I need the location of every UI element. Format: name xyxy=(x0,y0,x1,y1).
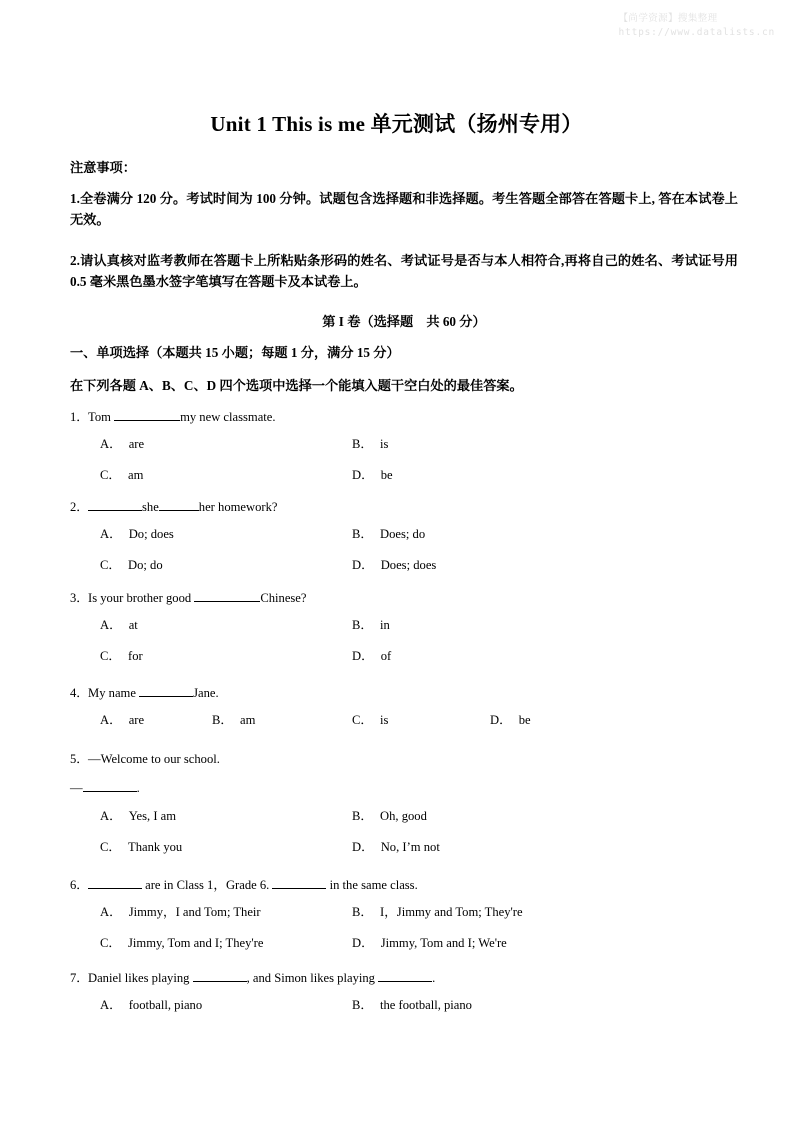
question-7-stem-after: . xyxy=(432,971,436,985)
section-instruction: 在下列各题 A、B、C、D 四个选项中选择一个能填入题干空白处的最佳答案。 xyxy=(70,378,523,393)
watermark-source-text: 【尚学资源】搜集整理 xyxy=(618,13,718,24)
question-5-stem-line2-suffix: . xyxy=(136,780,140,795)
question-6-stem xyxy=(70,876,770,895)
question-7-number: 7． xyxy=(70,971,89,985)
question-4-stem xyxy=(70,684,770,703)
question-5-number: 5． xyxy=(70,752,89,766)
question-3-stem-before: Is your brother good xyxy=(88,591,195,605)
question-6-option-c[interactable]: C． Jimmy, Tom and I; They're xyxy=(100,935,264,950)
question-1-option-d[interactable]: D． be xyxy=(352,467,393,482)
notice-item-2: 2.请认真核对监考教师在答题卡上所粘贴条形码的姓名、考试证号是否与本人相符合,再将自己的姓名、考试证号用 0.5 毫米黑色墨水签字笔填写在答题卡及本试卷上。 xyxy=(70,253,738,290)
question-7-blank-2 xyxy=(378,981,432,982)
question-5-option-a[interactable]: A． Yes, I am xyxy=(100,808,177,823)
question-2-blank-1 xyxy=(88,510,142,511)
question-3-blank xyxy=(194,601,260,602)
question-7-stem-before: Daniel likes playing xyxy=(88,971,193,985)
question-6-stem-after: in the same class. xyxy=(326,878,418,892)
question-1-number: 1． xyxy=(70,410,89,424)
question-3-number: 3． xyxy=(70,591,89,605)
question-7-stem xyxy=(70,969,770,988)
question-6-number: 6． xyxy=(70,878,89,892)
section-heading-part-1: 一、单项选择（本题共 15 小题；每题 1 分，满分 15 分） xyxy=(70,345,400,360)
question-7 xyxy=(70,969,770,1027)
question-6-options-row-2 xyxy=(70,934,770,965)
question-7-options-row-1 xyxy=(70,996,770,1027)
question-2-option-d[interactable]: D． Does; does xyxy=(352,557,437,572)
question-6-option-b[interactable]: B． I，Jimmy and Tom; They're xyxy=(352,904,523,919)
question-4-stem-after: Jane. xyxy=(193,686,219,700)
question-2-options-row-1 xyxy=(70,525,770,556)
question-7-stem-mid: , and Simon likes playing xyxy=(246,971,379,985)
question-5-option-b[interactable]: B． Oh, good xyxy=(352,808,427,823)
question-3-option-b[interactable]: B． in xyxy=(352,617,390,632)
question-7-blank-1 xyxy=(193,981,247,982)
question-2-option-b[interactable]: B． Does; do xyxy=(352,526,426,541)
question-4-option-a[interactable]: A． are xyxy=(100,712,145,727)
question-5 xyxy=(70,750,770,869)
question-1-blank xyxy=(114,420,180,421)
notice-heading: 注意事项： xyxy=(70,160,136,175)
page-title: Unit 1 This is me 单元测试（扬州专用） xyxy=(210,112,583,136)
question-4-option-c[interactable]: C． is xyxy=(352,712,389,727)
question-7-option-b[interactable]: B． the football, piano xyxy=(352,997,472,1012)
question-5-options-row-2 xyxy=(70,838,770,869)
section-heading-paper-1: 第 I 卷（选择题 共 60 分） xyxy=(322,314,486,329)
watermark-url-text: https://www.datalists.cn xyxy=(618,26,775,38)
question-1-option-c[interactable]: C． am xyxy=(100,467,144,482)
question-3-stem-after: Chinese? xyxy=(260,591,307,605)
question-7-option-a[interactable]: A． football, piano xyxy=(100,997,203,1012)
question-3-option-a[interactable]: A． at xyxy=(100,617,138,632)
question-6-blank-1 xyxy=(88,888,142,889)
question-6-blank-2 xyxy=(272,888,326,889)
question-2-stem-after: her homework? xyxy=(198,500,278,514)
question-1-stem-before: Tom xyxy=(88,410,115,424)
question-1-stem xyxy=(70,408,770,427)
question-3-option-d[interactable]: D． of xyxy=(352,648,392,663)
question-2-options-row-2 xyxy=(70,556,770,587)
question-6-options-row-1 xyxy=(70,903,770,934)
question-4-options-row-1 xyxy=(70,711,770,742)
question-2 xyxy=(70,498,770,587)
question-4-blank xyxy=(139,696,193,697)
question-4-stem-before: My name xyxy=(88,686,140,700)
question-1-option-a[interactable]: A． are xyxy=(100,436,145,451)
question-3-options-row-2 xyxy=(70,647,770,678)
question-4-number: 4． xyxy=(70,686,89,700)
question-2-stem xyxy=(70,498,770,517)
question-2-option-c[interactable]: C． Do; do xyxy=(100,557,163,572)
question-5-option-c[interactable]: C． Thank you xyxy=(100,839,183,854)
question-3-option-c[interactable]: C． for xyxy=(100,648,143,663)
question-5-blank xyxy=(83,791,137,792)
question-4-option-d[interactable]: D． be xyxy=(490,712,531,727)
question-1 xyxy=(70,408,770,497)
question-5-stem-line-2 xyxy=(70,779,770,798)
question-1-options-row-1 xyxy=(70,435,770,466)
question-4 xyxy=(70,684,770,742)
question-2-number: 2． xyxy=(70,500,89,514)
question-5-stem-line1-text: —Welcome to our school. xyxy=(88,752,220,766)
question-5-options-row-1 xyxy=(70,807,770,838)
question-5-stem-line-1 xyxy=(70,750,770,769)
watermark xyxy=(619,12,775,40)
question-3-stem xyxy=(70,589,770,608)
question-1-stem-after: my new classmate. xyxy=(180,410,276,424)
question-3-options-row-1 xyxy=(70,616,770,647)
question-6-option-d[interactable]: D． Jimmy, Tom and I; We're xyxy=(352,935,507,950)
question-5-option-d[interactable]: D． No, I’m not xyxy=(352,839,440,854)
question-1-options-row-2 xyxy=(70,466,770,497)
question-6-option-a[interactable]: A． Jimmy，I and Tom; Their xyxy=(100,904,261,919)
question-5-dash: — xyxy=(70,780,83,795)
question-6 xyxy=(70,876,770,965)
question-3 xyxy=(70,589,770,678)
question-2-stem-mid: she xyxy=(142,500,159,514)
question-4-option-b[interactable]: B． am xyxy=(212,712,256,727)
notice-item-1: 1.全卷满分 120 分。考试时间为 100 分钟。试题包含选择题和非选择题。考生答题全部答在答题卡上, 答在本试卷上无效。 xyxy=(70,191,738,228)
question-6-stem-mid: are in Class 1，Grade 6. xyxy=(142,878,273,892)
question-1-option-b[interactable]: B． is xyxy=(352,436,389,451)
question-2-option-a[interactable]: A． Do; does xyxy=(100,526,174,541)
question-2-blank-2 xyxy=(159,510,199,511)
